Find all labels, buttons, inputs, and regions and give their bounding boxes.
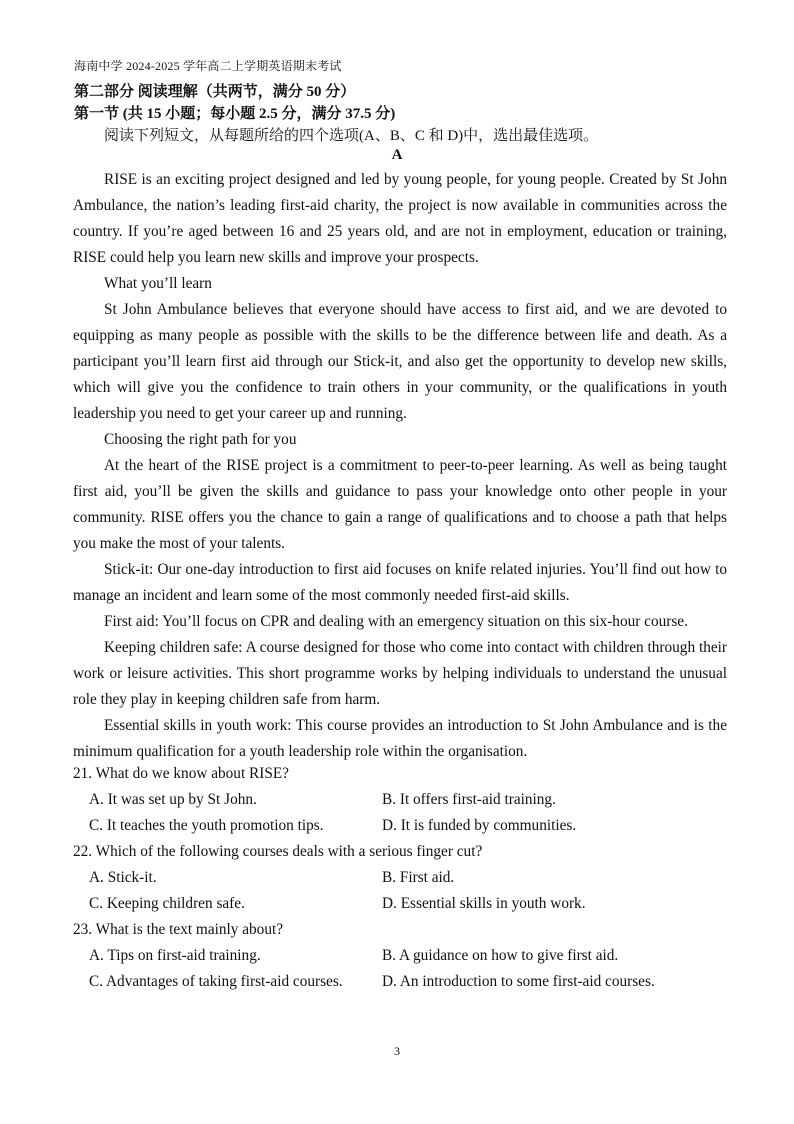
page-number: 3: [394, 1044, 400, 1058]
option-22c: C. Keeping children safe.: [89, 895, 245, 912]
option-23c: C. Advantages of taking first-aid courses.: [89, 973, 343, 990]
paragraph: At the heart of the RISE project is a commitment to peer-to-peer learning. As well as being taught first aid, you’ll be given the skills and guidance to pass your knowledge onto other people in your community. RISE offers you the chance to gain a range of qualifications and to choose a path that helps you make the most of your talents.: [73, 457, 727, 552]
option-23d: D. An introduction to some first-aid courses.: [382, 973, 655, 990]
paragraph: First aid: You’ll focus on CPR and dealing with an emergency situation on this six-hour course.: [104, 613, 688, 630]
paragraph: RISE is an exciting project designed and led by young people, for young people. Created by St John Ambulance, the nation’s leading first-aid charity, the project is now available in communities across the country. If you’re aged between 16 and 25 years old, and are not in employment, education or training, RISE could help you learn new skills and improve your prospects.: [73, 171, 727, 266]
paragraph: St John Ambulance believes that everyone should have access to first aid, and we are devoted to equipping as many people as possible with the skills to be the difference between life and death. As a participant you’ll learn first aid through our Stick-it, and also get the opportunity to develop new skills, which will give you the confidence to train others in your community, or the qualifications in youth leadership you need to get your career up and running.: [73, 301, 727, 422]
option-22a: A. Stick-it.: [89, 869, 157, 886]
paragraph: Stick-it: Our one-day introduction to first aid focuses on knife related injuries. You’ll find out how to manage an incident and learn some of the most commonly needed first-aid skills.: [73, 561, 727, 604]
paragraph: Essential skills in youth work: This course provides an introduction to St John Ambulance and is the minimum qualification for a youth leadership role within the organisation.: [73, 717, 727, 760]
option-21c: C. It teaches the youth promotion tips.: [89, 817, 324, 834]
option-21a: A. It was set up by St John.: [89, 791, 257, 808]
option-23a: A. Tips on first-aid training.: [89, 947, 261, 964]
option-22d: D. Essential skills in youth work.: [382, 895, 586, 912]
question-21: 21. What do we know about RISE?: [73, 765, 289, 782]
question-23: 23. What is the text mainly about?: [73, 921, 284, 938]
question-22: 22. Which of the following courses deals with a serious finger cut?: [73, 843, 483, 860]
option-21d: D. It is funded by communities.: [382, 817, 577, 834]
part-title: 第二部分 阅读理解（共两节，满分 50 分）: [74, 84, 356, 100]
subheading: What you’ll learn: [104, 275, 212, 292]
section-title: 第一节 (共 15 小题；每小题 2.5 分，满分 37.5 分): [74, 106, 396, 122]
passage-body: [73, 167, 727, 765]
paragraph: Keeping children safe: A course designed for those who come into contact with children through their work or leisure activities. This short programme works by helping individuals to understand the unusual role they play in keeping children safe from harm.: [73, 639, 727, 708]
option-22b: B. First aid.: [382, 869, 455, 886]
exam-header: 海南中学 2024-2025 学年高二上学期英语期末考试: [74, 59, 342, 73]
passage-label: A: [391, 147, 403, 163]
instructions: 阅读下列短文，从每题所给的四个选项(A、B、C 和 D)中，选出最佳选项。: [104, 128, 599, 144]
option-21b: B. It offers first-aid training.: [382, 791, 556, 808]
subheading: Choosing the right path for you: [104, 431, 297, 448]
option-23b: B. A guidance on how to give first aid.: [382, 947, 619, 964]
